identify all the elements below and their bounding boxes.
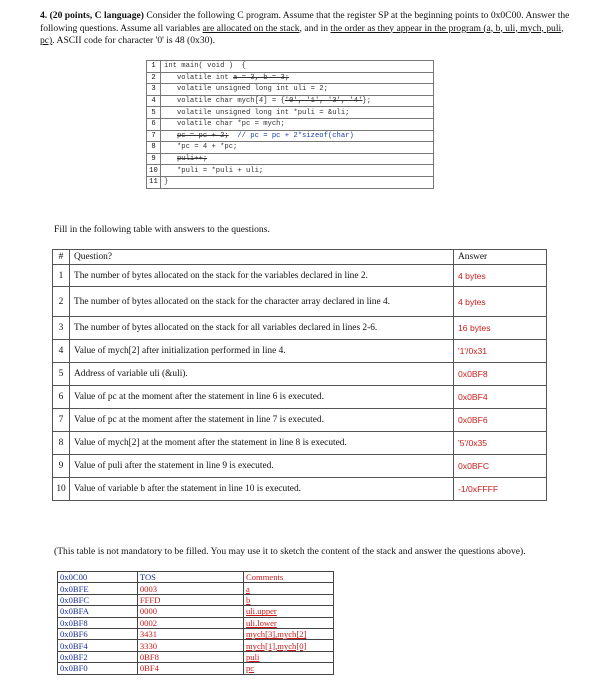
code-struck-text: puli++;: [176, 155, 208, 164]
stack-table-body: [58, 583, 334, 674]
code-line-number: 10: [147, 165, 161, 177]
code-line-text: [161, 176, 434, 188]
fill-instruction: Fill in the following table with answers to the questions.: [54, 224, 270, 235]
question-points: (20 points, C language): [49, 10, 144, 21]
row-answer: '1'/0x31: [454, 340, 547, 363]
row-answer: 0x0BF4: [454, 386, 547, 409]
answer-row: [53, 287, 547, 317]
code-line-number: 3: [147, 84, 161, 96]
stack-comment: uli.upper: [244, 606, 334, 617]
row-number: 4: [53, 340, 70, 363]
stack-address: 0x0BF8: [58, 617, 138, 628]
stack-value: 3431: [137, 628, 243, 639]
stack-address: 0x0BFE: [58, 583, 138, 594]
answer-row: [53, 340, 547, 363]
stack-comment: a: [244, 583, 334, 594]
code-text: *pc = 4 + *pc;: [164, 143, 238, 152]
code-line-number: 8: [147, 142, 161, 154]
row-answer: 4 bytes: [454, 287, 547, 317]
code-line: [147, 153, 434, 165]
row-number: 5: [53, 363, 70, 386]
code-text: int main( void ) {: [164, 62, 246, 71]
row-number: 9: [53, 455, 70, 478]
answer-table-body: [53, 265, 547, 501]
answer-table-header: [53, 250, 547, 265]
code-line-number: 5: [147, 107, 161, 119]
row-question: The number of bytes allocated on the stack for the character array declared in line 4.: [70, 287, 454, 317]
row-number: 10: [53, 478, 70, 501]
question-text: [40, 10, 580, 48]
question-body-1: Consider the following C program. Assume that the register SP at the beginning points to 0x0C00. Answer the following questions. Assume all variables: [40, 10, 570, 34]
code-line: [147, 142, 434, 154]
answer-row: [53, 478, 547, 501]
question-underline-2: the order as they appear in the program (a, b, uli, mych, puli, pc): [40, 22, 564, 46]
stack-comment: uli.lower: [244, 617, 334, 628]
code-line-text: [161, 84, 434, 96]
code-line: [147, 61, 434, 73]
stack-comment: b: [244, 594, 334, 605]
row-question: Address of variable uli (&uli).: [70, 363, 454, 386]
code-line-number: 7: [147, 130, 161, 142]
code-struck-text: '0', '1', '3', '4': [284, 97, 363, 106]
code-line: [147, 84, 434, 96]
code-line-text: [161, 142, 434, 154]
code-text: volatile unsigned long int uli = 2;: [164, 85, 328, 94]
code-comment: // pc = pc + 2*sizeof(char): [228, 131, 354, 140]
code-struck-text: pc = pc + 2;: [176, 131, 229, 140]
stack-row: [58, 663, 334, 674]
stack-value: 0003: [137, 583, 243, 594]
stack-row: [58, 594, 334, 605]
row-number: 3: [53, 317, 70, 340]
row-question: Value of mych[2] at the moment after the statement in line 8 is executed.: [70, 432, 454, 455]
code-line-text: [161, 153, 434, 165]
stack-header-addr: 0x0C00: [58, 572, 138, 583]
answer-row: [53, 409, 547, 432]
stack-note: (This table is not mandatory to be filled. You may use it to sketch the content of the stack and answer the questions above).: [54, 546, 526, 557]
row-answer: 0x0BF6: [454, 409, 547, 432]
code-line-text: [161, 95, 434, 107]
stack-address: 0x0BFC: [58, 594, 138, 605]
row-question: The number of bytes allocated on the stack for all variables declared in lines 2-6.: [70, 317, 454, 340]
stack-comment: mych[1],mych[0]: [244, 640, 334, 651]
code-text: }: [164, 178, 169, 187]
code-line: [147, 118, 434, 130]
stack-address: 0x0BF2: [58, 651, 138, 662]
code-text: volatile unsigned long int *puli = &uli;: [164, 108, 350, 117]
code-line: [147, 72, 434, 84]
code-line-text: [161, 165, 434, 177]
code-comment: };: [362, 97, 372, 106]
code-line-text: [161, 72, 434, 84]
stack-comment: pc: [244, 663, 334, 674]
code-listing: [146, 60, 434, 189]
row-number: 1: [53, 265, 70, 287]
code-line-text: [161, 130, 434, 142]
stack-row: [58, 640, 334, 651]
stack-value: 0002: [137, 617, 243, 628]
stack-value: 0000: [137, 606, 243, 617]
code-text: volatile char mych[4] = {: [164, 97, 285, 106]
answer-row: [53, 432, 547, 455]
row-answer: '5'/0x35: [454, 432, 547, 455]
header-answer: Answer: [454, 250, 547, 265]
row-answer: 16 bytes: [454, 317, 547, 340]
stack-row: [58, 606, 334, 617]
stack-row: [58, 628, 334, 639]
stack-table-header: [58, 572, 334, 583]
row-question: Value of pc at the moment after the statement in line 6 is executed.: [70, 386, 454, 409]
code-line: [147, 130, 434, 142]
stack-comment: puli: [244, 651, 334, 662]
answer-table: [52, 249, 547, 501]
row-question: Value of pc at the moment after the statement in line 7 is executed.: [70, 409, 454, 432]
header-question: Question?: [70, 250, 454, 265]
code-text: *puli = *puli + uli;: [164, 166, 264, 175]
code-text: volatile int: [164, 73, 234, 82]
stack-address: 0x0BF0: [58, 663, 138, 674]
code-struck-text: a = 3, b = 3;: [233, 73, 290, 82]
row-number: 2: [53, 287, 70, 317]
stack-value: 3330: [137, 640, 243, 651]
code-line: [147, 176, 434, 188]
code-line-number: 2: [147, 72, 161, 84]
code-line-text: [161, 118, 434, 130]
code-line-number: 6: [147, 118, 161, 130]
stack-row: [58, 617, 334, 628]
row-answer: -1/0xFFFF: [454, 478, 547, 501]
code-line: [147, 107, 434, 119]
stack-value: FFFD: [137, 594, 243, 605]
code-listing-body: [147, 61, 434, 189]
row-answer: 0x0BF8: [454, 363, 547, 386]
code-line-number: 1: [147, 61, 161, 73]
code-line-number: 9: [147, 153, 161, 165]
stack-comment: mych[3],mych[2]: [244, 628, 334, 639]
code-text: [164, 155, 177, 163]
stack-address: 0x0BFA: [58, 606, 138, 617]
answer-row: [53, 386, 547, 409]
header-num: #: [53, 250, 70, 265]
stack-row: [58, 651, 334, 662]
row-answer: 0x0BFC: [454, 455, 547, 478]
row-number: 8: [53, 432, 70, 455]
answer-row: [53, 363, 547, 386]
stack-table: [57, 571, 334, 675]
row-question: Value of puli after the statement in line 9 is executed.: [70, 455, 454, 478]
stack-address: 0x0BF4: [58, 640, 138, 651]
stack-row: [58, 583, 334, 594]
row-question: Value of variable b after the statement in line 10 is executed.: [70, 478, 454, 501]
row-question: Value of mych[2] after initialization performed in line 4.: [70, 340, 454, 363]
stack-value: 0BF8: [137, 651, 243, 662]
answer-row: [53, 455, 547, 478]
question-body-3: . ASCII code for character '0' is 48 (0x30).: [52, 35, 216, 46]
code-line: [147, 95, 434, 107]
question-body-2: , and in: [299, 22, 331, 34]
code-text: [164, 132, 177, 140]
row-question: The number of bytes allocated on the stack for the variables declared in line 2.: [70, 265, 454, 287]
stack-value: 0BF4: [137, 663, 243, 674]
stack-address: 0x0BF6: [58, 628, 138, 639]
row-number: 6: [53, 386, 70, 409]
code-line-number: 11: [147, 176, 161, 188]
code-text: volatile char *pc = mych;: [164, 120, 285, 129]
answer-row: [53, 265, 547, 287]
code-line: [147, 165, 434, 177]
question-underline-1: are allocated on the stack: [202, 22, 300, 34]
stack-header-comments: Comments: [244, 572, 334, 583]
code-line-text: [161, 107, 434, 119]
row-answer: 4 bytes: [454, 265, 547, 287]
answer-row: [53, 317, 547, 340]
code-line-number: 4: [147, 95, 161, 107]
stack-header-val: TOS: [137, 572, 243, 583]
question-number: 4.: [40, 10, 48, 21]
code-line-text: [161, 61, 434, 73]
row-number: 7: [53, 409, 70, 432]
